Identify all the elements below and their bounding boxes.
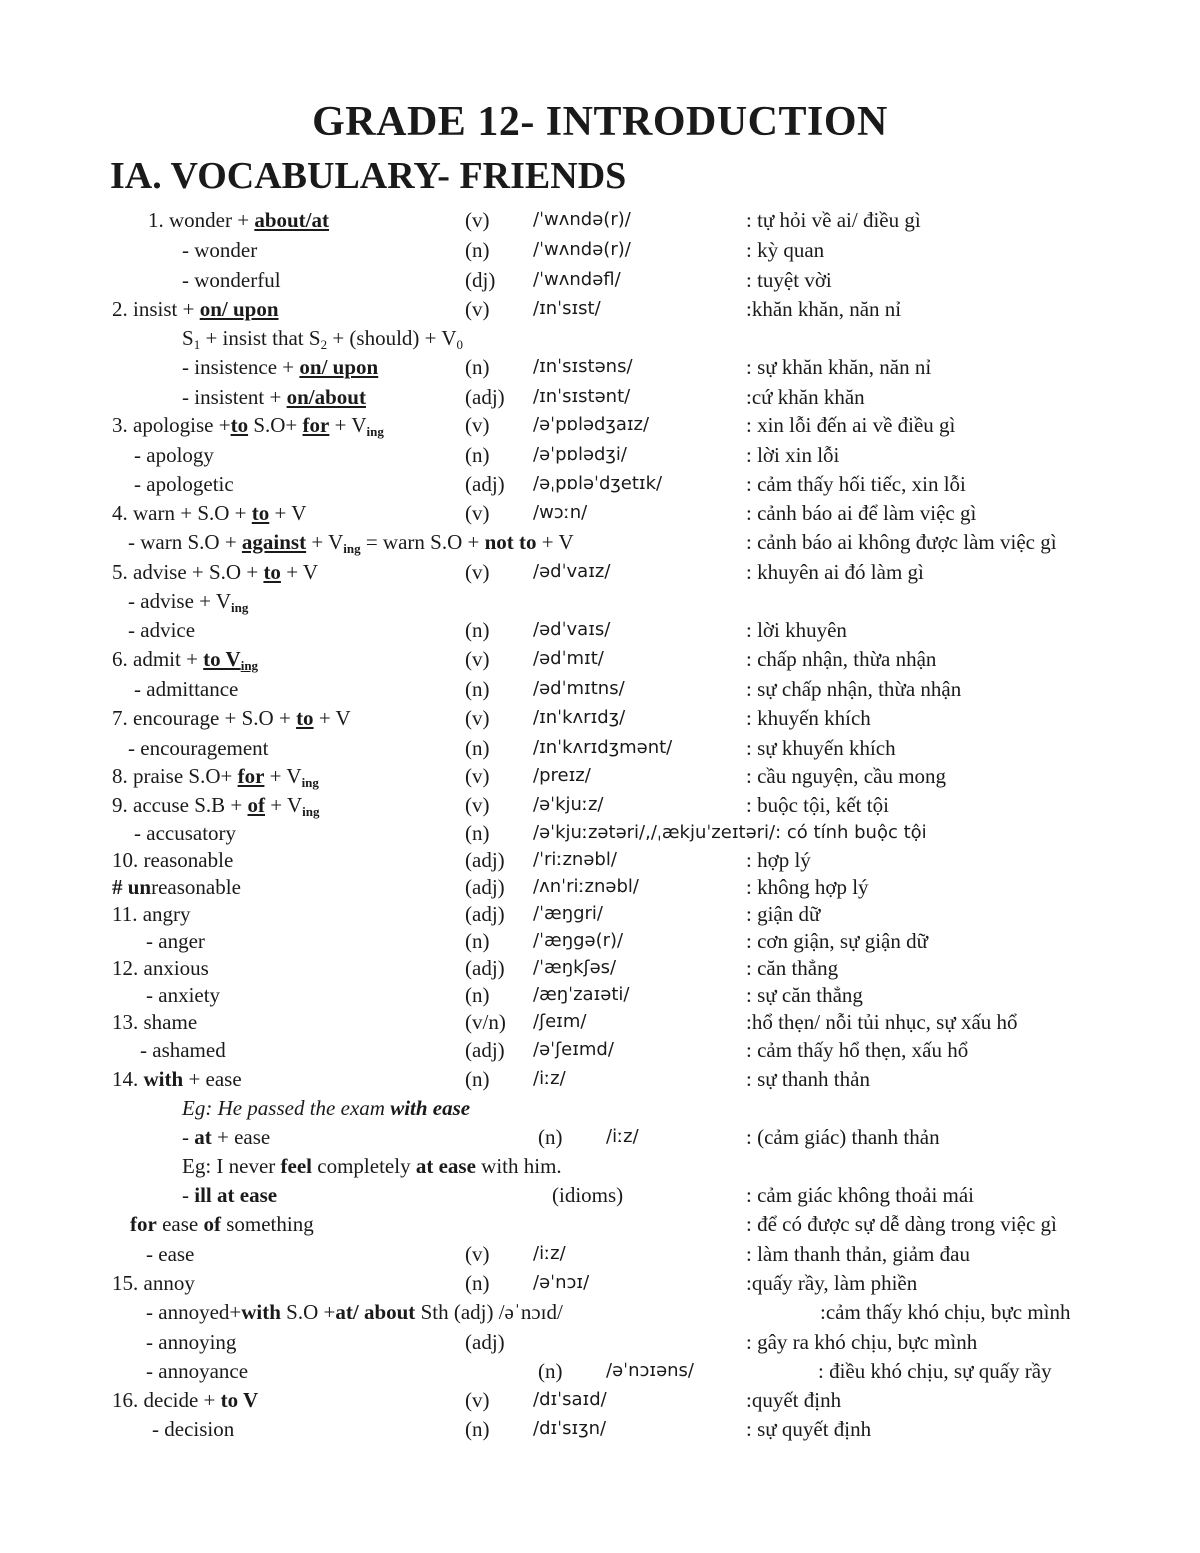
vocab-row	[0, 411, 1200, 441]
word-segment: about/at	[254, 208, 330, 232]
word-segment: with	[143, 1067, 184, 1091]
meaning: : cầu nguyện, cầu mong	[746, 764, 947, 788]
word-segment: ing	[302, 804, 320, 819]
word-segment: - apologetic	[134, 472, 234, 496]
word-segment: 2. insist +	[112, 297, 200, 321]
part-of-speech: (n)	[538, 1359, 563, 1383]
vocab-word	[182, 383, 366, 411]
part-of-speech: (v)	[465, 706, 490, 730]
pronunciation: /ˈæŋgə(r)/	[533, 930, 624, 951]
vocab-row	[0, 353, 1200, 383]
meaning: : tự hỏi về ai/ điều gì	[746, 208, 921, 232]
meaning: : chấp nhận, thừa nhận	[746, 647, 937, 671]
word-segment: ing	[343, 541, 361, 556]
vocab-word	[112, 873, 241, 901]
word-segment: - encouragement	[128, 736, 269, 760]
vocab-row	[0, 1357, 1200, 1387]
meaning: : (cảm giác) thanh thản	[746, 1125, 940, 1149]
pronunciation: /əˈnɔɪ/	[533, 1272, 590, 1293]
vocab-word	[140, 1036, 226, 1064]
vocab-word	[112, 558, 318, 586]
word-segment: 12. anxious	[112, 956, 209, 980]
vocab-row	[0, 324, 1200, 354]
pronunciation: /ədˈmɪt/	[533, 648, 604, 669]
part-of-speech: (n)	[465, 1271, 490, 1295]
part-of-speech: (adj)	[465, 1038, 505, 1062]
vocab-word	[146, 1328, 236, 1356]
vocab-row	[0, 1298, 1200, 1328]
word-segment: - annoying	[146, 1330, 237, 1354]
meaning: : cảm thấy hổ thẹn, xấu hổ	[746, 1038, 969, 1062]
word-segment: 4. warn + S.O +	[112, 501, 252, 525]
part-of-speech: (v)	[465, 793, 490, 817]
vocab-word	[112, 954, 209, 982]
vocab-row	[0, 762, 1200, 792]
word-segment: #	[112, 875, 128, 899]
meaning: : sự căn thẳng	[746, 983, 863, 1007]
word-segment: - accusatory	[134, 821, 237, 845]
word-segment: - advise + V	[128, 589, 232, 613]
vocab-word	[112, 762, 319, 790]
vocab-row	[0, 587, 1200, 617]
vocab-row	[0, 819, 1200, 849]
word-segment: - annoyed+	[146, 1300, 242, 1324]
word-segment: - decision	[152, 1417, 235, 1441]
part-of-speech: (adj)	[465, 956, 505, 980]
vocab-row	[0, 981, 1200, 1011]
word-segment: with him.	[475, 1154, 562, 1178]
word-segment: ill at ease	[194, 1183, 278, 1207]
vocab-row	[0, 927, 1200, 957]
vocab-word	[112, 295, 279, 323]
word-segment: 6. admit +	[112, 647, 204, 671]
meaning: : điều khó chịu, sự quấy rầy	[818, 1359, 1052, 1383]
part-of-speech: (v)	[465, 501, 490, 525]
pronunciation: /ˈæŋkʃəs/	[533, 957, 617, 978]
part-of-speech: (v)	[465, 1388, 490, 1412]
meaning: : lời khuyên	[746, 618, 847, 642]
vocab-row	[0, 295, 1200, 325]
vocab-row	[0, 1386, 1200, 1416]
word-segment: = warn S.O +	[360, 530, 485, 554]
meaning: : hợp lý	[746, 848, 811, 872]
vocab-word	[182, 1123, 270, 1151]
section-title: IA. VOCABULARY- FRIENDS	[110, 155, 627, 197]
vocab-row	[0, 236, 1200, 266]
vocab-row	[0, 499, 1200, 529]
word-segment: - apology	[134, 443, 214, 467]
meaning: : sự chấp nhận, thừa nhận	[746, 677, 962, 701]
meaning: : xin lỗi đến ai về điều gì	[746, 413, 956, 437]
word-segment: against	[241, 530, 307, 554]
pronunciation: /ˈriːznəbl/	[533, 849, 617, 870]
part-of-speech: (adj)	[465, 385, 505, 409]
vocab-row	[0, 383, 1200, 413]
vocab-row	[0, 675, 1200, 705]
vocab-row	[0, 704, 1200, 734]
vocab-word	[148, 206, 329, 234]
pronunciation: /ədˈmɪtns/	[533, 678, 625, 699]
vocab-row	[0, 1240, 1200, 1270]
vocab-word	[130, 1210, 314, 1238]
word-segment: Eg: I never	[182, 1154, 281, 1178]
meaning: : làm thanh thản, giảm đau	[746, 1242, 970, 1266]
word-segment: 10. reasonable	[112, 848, 234, 872]
word-segment: + V	[265, 793, 303, 817]
vocab-row	[0, 616, 1200, 646]
meaning: : khuyên ai đó làm gì	[746, 560, 924, 584]
part-of-speech: (n)	[465, 1067, 490, 1091]
pronunciation: /ˈwʌndəfl/	[533, 269, 621, 290]
pronunciation: /ˈwʌndə(r)/	[533, 209, 631, 230]
word-segment: S.O +	[280, 1300, 336, 1324]
word-segment: ing	[366, 424, 384, 439]
pronunciation: /dɪˈsɪʒn/	[533, 1418, 607, 1439]
meaning: : sự quyết định	[746, 1417, 872, 1441]
part-of-speech: (n)	[465, 677, 490, 701]
word-segment: 3. apologise +	[112, 413, 231, 437]
pronunciation: /əˈpɒlədʒi/	[533, 444, 627, 465]
word-segment: + ease	[211, 1125, 271, 1149]
part-of-speech: (v)	[465, 297, 490, 321]
meaning: : tuyệt vời	[746, 268, 832, 292]
word-segment: S.O+	[248, 413, 303, 437]
meaning: : cảnh báo ai không được làm việc gì	[746, 530, 1057, 554]
word-segment: + ease	[183, 1067, 242, 1091]
pronunciation: /əˈkjuːzətəri/,/ˌækjuˈzeɪtəri/: có tính buộc tội	[533, 822, 927, 843]
vocab-row	[0, 734, 1200, 764]
word-segment: + V	[536, 530, 574, 554]
word-segment: reasonable	[151, 875, 241, 899]
pronunciation: /əˌpɒləˈdʒetɪk/	[533, 473, 663, 494]
vocab-row	[0, 791, 1200, 821]
meaning: : không hợp lý	[746, 875, 869, 899]
vocab-word	[112, 1008, 197, 1036]
vocab-row	[0, 1415, 1200, 1445]
part-of-speech: (n)	[465, 929, 490, 953]
word-segment: at	[194, 1125, 212, 1149]
vocab-word	[146, 927, 205, 955]
word-segment: 15. annoy	[112, 1271, 195, 1295]
vocab-row	[0, 441, 1200, 471]
part-of-speech: (n)	[465, 238, 490, 262]
word-segment: to	[251, 501, 270, 525]
vocab-word	[112, 411, 384, 439]
vocab-word	[128, 587, 248, 615]
pronunciation: /iːz/	[533, 1243, 566, 1264]
word-segment: 7. encourage + S.O +	[112, 706, 297, 730]
vocab-word	[152, 1415, 234, 1443]
part-of-speech: (v)	[465, 764, 490, 788]
word-segment: for	[302, 413, 330, 437]
word-segment: 9. accuse S.B +	[112, 793, 248, 817]
pronunciation: /ʌnˈriːznəbl/	[533, 876, 639, 897]
vocab-row	[0, 558, 1200, 588]
meaning: :cứ khăn khăn	[746, 385, 865, 409]
word-segment: - annoyance	[146, 1359, 249, 1383]
vocab-word	[182, 1152, 562, 1180]
pronunciation: /æŋˈzaɪəti/	[533, 984, 630, 1005]
vocab-row	[0, 645, 1200, 675]
part-of-speech: (v)	[465, 647, 490, 671]
part-of-speech: (v)	[465, 413, 490, 437]
meaning: : cảnh báo ai để làm việc gì	[746, 501, 977, 525]
word-segment: ing	[301, 775, 319, 790]
vocab-word	[112, 846, 233, 874]
word-segment: un	[127, 875, 152, 899]
part-of-speech: (adj)	[465, 848, 505, 872]
vocab-row	[0, 900, 1200, 930]
pronunciation: /əˈpɒlədʒaɪz/	[533, 414, 650, 435]
word-segment: for	[130, 1212, 157, 1236]
pronunciation: /iːz/	[533, 1068, 566, 1089]
word-segment: not to	[484, 530, 537, 554]
pronunciation: /ɪnˈkʌrɪdʒmənt/	[533, 737, 673, 758]
word-segment: - advice	[128, 618, 196, 642]
vocab-row	[0, 1152, 1200, 1182]
vocab-word	[146, 981, 220, 1009]
word-segment: 1. wonder +	[148, 208, 255, 232]
vocab-word	[182, 1181, 277, 1209]
pronunciation: /preɪz/	[533, 765, 591, 786]
vocab-word	[128, 528, 574, 556]
meaning: : kỳ quan	[746, 238, 825, 262]
pronunciation: /ɪnˈsɪstəns/	[533, 356, 633, 377]
page-title: GRADE 12- INTRODUCTION	[312, 99, 888, 145]
word-segment: 1	[193, 337, 201, 352]
part-of-speech: (v)	[465, 560, 490, 584]
word-segment: - insistent +	[182, 385, 287, 409]
meaning: : để có được sự dễ dàng trong việc gì	[746, 1212, 1057, 1236]
part-of-speech: (n)	[465, 618, 490, 642]
part-of-speech: (v)	[465, 208, 490, 232]
word-segment: on/ upon	[299, 355, 379, 379]
meaning: : gây ra khó chịu, bực mình	[746, 1330, 978, 1354]
vocab-row	[0, 266, 1200, 296]
word-segment: - ease	[146, 1242, 195, 1266]
vocab-row	[0, 1181, 1200, 1211]
vocab-row	[0, 1210, 1200, 1240]
vocab-word	[134, 675, 238, 703]
vocab-word	[182, 1094, 470, 1122]
word-segment: - ashamed	[140, 1038, 226, 1062]
word-segment: + V	[264, 764, 302, 788]
pronunciation: /ɪnˈsɪstənt/	[533, 386, 631, 407]
vocab-word	[134, 441, 214, 469]
word-segment: + (should) + V	[327, 326, 457, 350]
vocab-word	[146, 1240, 194, 1268]
meaning: : sự khuyến khích	[746, 736, 896, 760]
word-segment: - wonderful	[182, 268, 281, 292]
word-segment: + V	[306, 530, 344, 554]
part-of-speech: (n)	[538, 1125, 563, 1149]
word-segment: to	[296, 706, 314, 730]
part-of-speech: (n)	[465, 821, 490, 845]
pronunciation: /ʃeɪm/	[533, 1011, 587, 1032]
part-of-speech: (adj)	[465, 472, 505, 496]
word-segment: to V	[203, 647, 241, 671]
meaning: : cảm giác không thoải mái	[746, 1183, 975, 1207]
word-segment: -	[182, 1125, 195, 1149]
pronunciation: /dɪˈsaɪd/	[533, 1389, 607, 1410]
word-segment: - insistence +	[182, 355, 300, 379]
word-segment: of	[247, 793, 265, 817]
word-segment: on/about	[286, 385, 366, 409]
word-segment: 8. praise S.O+	[112, 764, 238, 788]
pronunciation: /wɔːn/	[533, 502, 588, 523]
word-segment: with ease	[390, 1096, 471, 1120]
word-segment: + V	[269, 501, 307, 525]
word-segment: ing	[231, 600, 249, 615]
part-of-speech: (adj)	[465, 902, 505, 926]
meaning: :quấy rầy, làm phiền	[746, 1271, 918, 1295]
word-segment: with	[241, 1300, 281, 1324]
vocab-word	[182, 353, 378, 381]
pronunciation: /ədˈvaɪs/	[533, 619, 611, 640]
vocab-word	[112, 1065, 242, 1093]
vocab-row	[0, 1269, 1200, 1299]
vocab-word	[146, 1357, 248, 1385]
pronunciation: /iːz/	[606, 1126, 639, 1147]
word-segment: at ease	[415, 1154, 476, 1178]
word-segment: for	[237, 764, 265, 788]
part-of-speech: (n)	[465, 443, 490, 467]
vocab-word	[112, 704, 351, 732]
meaning: : giận dữ	[746, 902, 821, 926]
vocab-word	[112, 900, 191, 928]
vocab-row	[0, 470, 1200, 500]
word-segment: - admittance	[134, 677, 239, 701]
pronunciation: /ədˈvaɪz/	[533, 561, 611, 582]
vocab-word	[112, 645, 258, 673]
pronunciation: /ɪnˈsɪst/	[533, 298, 601, 319]
word-segment: + V	[280, 560, 319, 584]
meaning: : sự khăn khăn, năn nỉ	[746, 355, 932, 379]
vocab-row	[0, 528, 1200, 558]
vocab-row	[0, 206, 1200, 236]
vocab-word	[128, 616, 195, 644]
meaning: : căn thẳng	[746, 956, 839, 980]
part-of-speech: (n)	[465, 355, 490, 379]
vocab-word	[182, 266, 281, 294]
meaning: : cơn giận, sự giận dữ	[746, 929, 929, 953]
vocab-word	[128, 734, 269, 762]
pronunciation: /ɪnˈkʌrɪdʒ/	[533, 707, 626, 728]
vocab-word	[112, 1269, 195, 1297]
vocab-word	[112, 791, 319, 819]
word-segment: something	[220, 1212, 314, 1236]
vocab-word	[182, 324, 463, 352]
word-segment: 0	[456, 337, 464, 352]
word-segment: + V	[313, 706, 351, 730]
word-segment: ing	[240, 658, 259, 673]
vocab-word	[134, 819, 236, 847]
word-segment: completely	[312, 1154, 416, 1178]
pronunciation: /əˈkjuːz/	[533, 794, 604, 815]
vocab-word	[112, 1386, 258, 1414]
vocab-row	[0, 846, 1200, 876]
vocab-row	[0, 1065, 1200, 1095]
word-segment: Sth (adj) /əˈnɔɪd/	[415, 1300, 563, 1324]
vocab-row	[0, 1036, 1200, 1066]
part-of-speech: (adj)	[465, 1330, 505, 1354]
meaning: : lời xin lỗi	[746, 443, 840, 467]
vocab-row	[0, 1328, 1200, 1358]
part-of-speech: (dj)	[465, 268, 496, 292]
word-segment: 11. angry	[112, 902, 191, 926]
vocab-row	[0, 873, 1200, 903]
part-of-speech: (adj)	[465, 875, 505, 899]
vocab-word	[182, 236, 257, 264]
word-segment: - anxiety	[146, 983, 221, 1007]
word-segment: 5. advise + S.O +	[112, 560, 264, 584]
word-segment: at/ about	[335, 1300, 416, 1324]
meaning: :khăn khăn, năn nỉ	[746, 297, 902, 321]
part-of-speech: (v/n)	[465, 1010, 506, 1034]
vocab-row	[0, 954, 1200, 984]
word-segment: of	[203, 1212, 221, 1236]
vocab-word	[112, 499, 306, 527]
part-of-speech: (n)	[465, 736, 490, 760]
word-segment: 16. decide +	[112, 1388, 221, 1412]
pronunciation: /ˈwʌndə(r)/	[533, 239, 631, 260]
meaning: : sự thanh thản	[746, 1067, 870, 1091]
pronunciation: /ˈæŋgri/	[533, 903, 603, 924]
part-of-speech: (v)	[465, 1242, 490, 1266]
word-segment: - anger	[146, 929, 205, 953]
word-segment: 14.	[112, 1067, 144, 1091]
meaning: : buộc tội, kết tội	[746, 793, 889, 817]
word-segment: 2	[320, 337, 328, 352]
vocab-row	[0, 1094, 1200, 1124]
part-of-speech: (idioms)	[552, 1183, 624, 1207]
word-segment: - warn S.O +	[128, 530, 242, 554]
meaning: :quyết định	[746, 1388, 842, 1412]
word-segment: + insist that S	[200, 326, 321, 350]
word-segment: 13. shame	[112, 1010, 198, 1034]
vocab-word	[146, 1298, 563, 1326]
word-segment: S	[182, 326, 194, 350]
word-segment: Eg: He passed the exam	[182, 1096, 391, 1120]
vocab-row	[0, 1123, 1200, 1153]
word-segment: - wonder	[182, 238, 258, 262]
meaning: :hổ thẹn/ nỗi tủi nhục, sự xấu hổ	[746, 1010, 1018, 1034]
vocab-word	[134, 470, 234, 498]
word-segment: feel	[280, 1154, 313, 1178]
part-of-speech: (n)	[465, 1417, 490, 1441]
word-segment: on/ upon	[199, 297, 279, 321]
word-segment: + V	[329, 413, 367, 437]
word-segment: to	[230, 413, 249, 437]
word-segment: ease	[156, 1212, 204, 1236]
word-segment: -	[182, 1183, 195, 1207]
pronunciation: /əˈʃeɪmd/	[533, 1039, 614, 1060]
meaning: :cảm thấy khó chịu, bực mình	[820, 1300, 1071, 1324]
part-of-speech: (n)	[465, 983, 490, 1007]
pronunciation: /əˈnɔɪəns/	[606, 1360, 694, 1381]
word-segment: to V	[220, 1388, 259, 1412]
meaning: : cảm thấy hối tiếc, xin lỗi	[746, 472, 966, 496]
meaning: : khuyến khích	[746, 706, 871, 730]
vocab-row	[0, 1008, 1200, 1038]
word-segment: to	[263, 560, 281, 584]
